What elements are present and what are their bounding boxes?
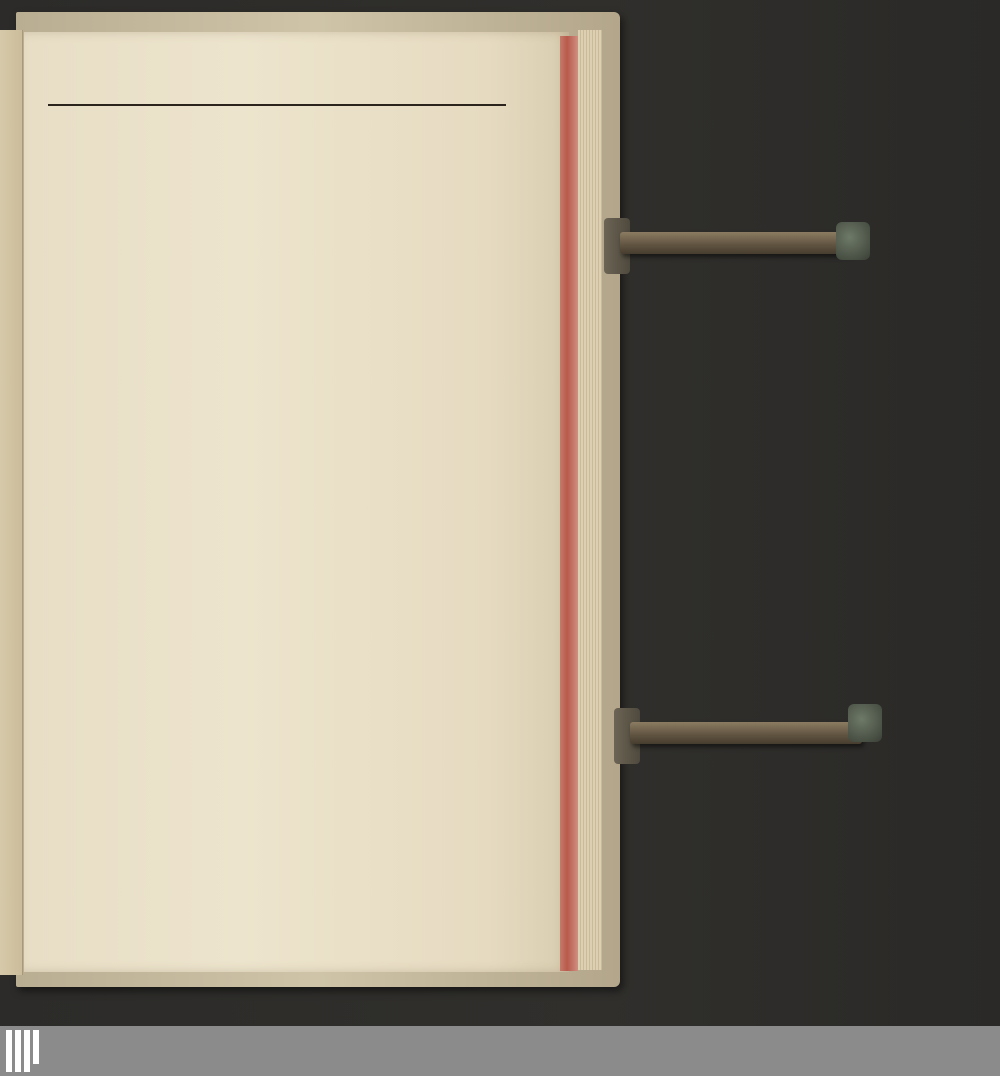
lower-clasp-tip (848, 704, 882, 742)
library-logo-icon (6, 1030, 46, 1072)
left-page-edge (0, 30, 23, 975)
upper-clasp-tip (836, 222, 870, 260)
library-footer-bar (0, 1026, 1000, 1076)
section-title (48, 500, 506, 530)
lower-clasp-bar (630, 722, 862, 744)
running-header (48, 74, 506, 106)
page-block-edge (578, 30, 602, 970)
red-page-edge (560, 36, 578, 971)
upper-clasp-bar (620, 232, 850, 254)
